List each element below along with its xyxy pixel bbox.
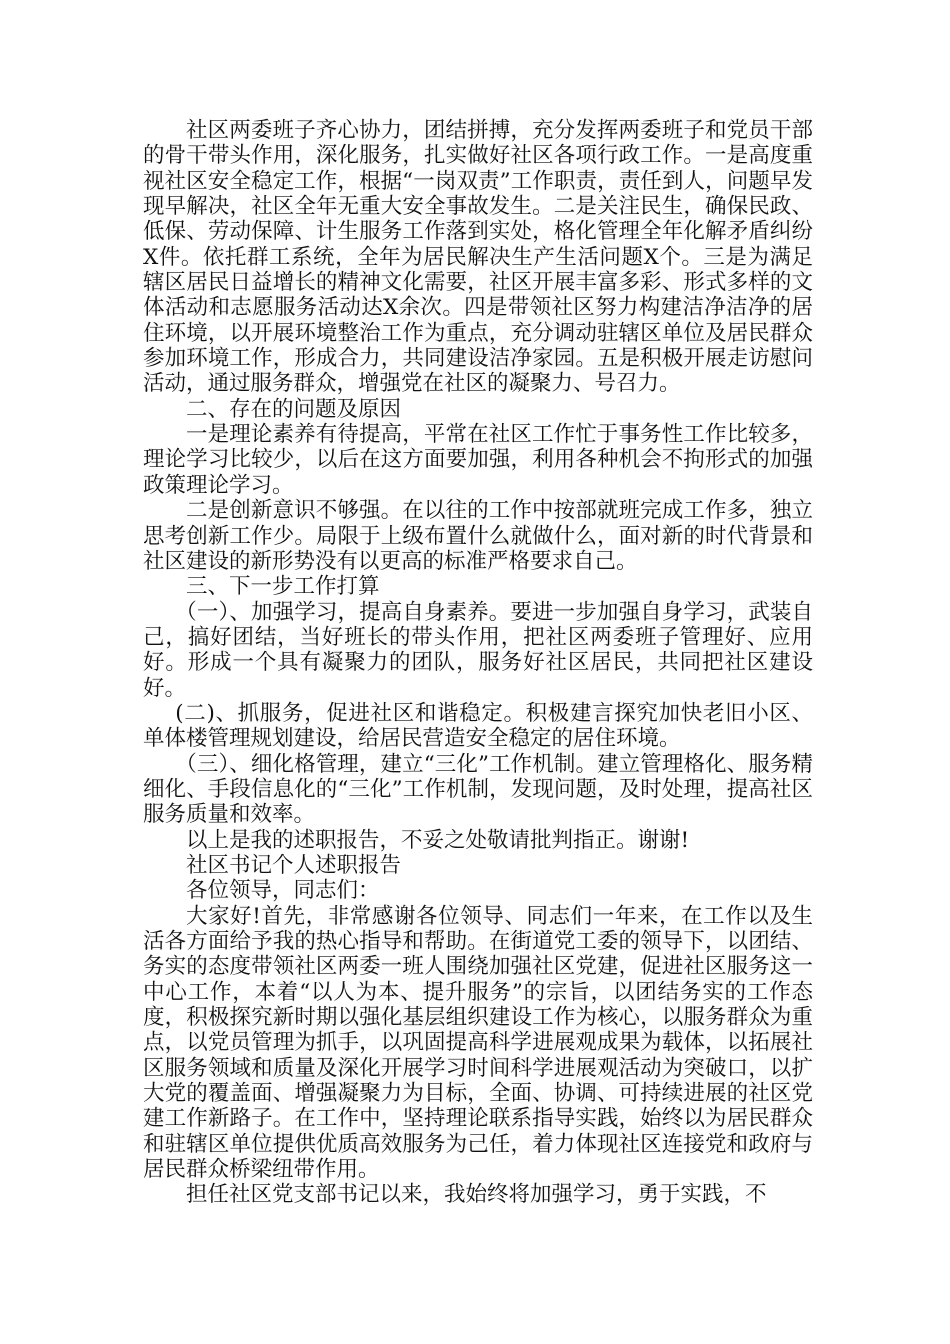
paragraph-secretary-start: 担任社区党支部书记以来，我始终将加强学习，勇于实践，不 [186, 1182, 767, 1208]
salutation: 各位领导，同志们： [186, 878, 380, 904]
paragraph-plan-2: (二)、抓服务，促进社区和谐稳定。积极建言探究加快老旧小区、单体楼管理规划建设，给居民营造安全稳定的居住环境。 [143, 700, 813, 752]
paragraph-closing: 以上是我的述职报告，不妥之处敬请批判指正。谢谢! [186, 827, 690, 853]
paragraph-innovation: 二是创新意识不够强。在以往的工作中按部就班完成工作多，独立思考创新工作少。局限于上级布置什么就做什么，面对新的时代背景和社区建设的新形势没有以更高的标准严格要求自己。 [143, 498, 813, 574]
heading-next-steps: 三、下一步工作打算 [186, 574, 380, 600]
report-title: 社区书记个人述职报告 [186, 852, 402, 878]
paragraph-theory-study: 一是理论素养有待提高，平常在社区工作忙于事务性工作比较多，理论学习比较少，以后在这方面要加强，利用各种机会不拘形式的加强政策理论学习。 [143, 422, 813, 498]
paragraph-plan-3: （三）、细化格管理，建立“三化”工作机制。建立管理格化、服务精细化、手段信息化的“三化”工作机制，发现问题，及时处理，提高社区服务质量和效率。 [143, 751, 813, 828]
paragraph-community-work: 社区两委班子齐心协力，团结拼搏，充分发挥两委班子和党员干部的骨干带头作用，深化服务，扎实做好社区各项行政工作。一是高度重视社区安全稳定工作，根据“一岗双责”工作职责，责任到人，问题早发现早解决，社区全年无重大安全事故发生。二是关注民生，确保民政、低保、劳动保障、计生服务工作落到实处，格化管理全年化解矛盾纠纷X件。依托群工系统，全年为居民解决生产生活问题X个。三是为满足辖区居民日益增长的精神文化需要，社区开展丰富多彩、形式多样的文体活动和志愿服务活动达X余次。四是带领社区努力构建洁净洁净的居住环境，以开展环境整治工作为重点，充分调动驻辖区单位及居民群众参加环境工作，形成合力，共同建设洁净家园。五是积极开展走访慰问活动，通过服务群众，增强党在社区的凝聚力、号召力。 [143, 118, 813, 397]
heading-problems-causes: 二、存在的问题及原因 [186, 396, 402, 422]
paragraph-greeting-intro: 大家好!首先，非常感谢各位领导、同志们一年来，在工作以及生活各方面给予我的热心指导和帮助。在街道党工委的领导下，以团结、务实的态度带领社区两委一班人围绕加强社区党建，促进社区服务这一中心工作，本着“以人为本、提升服务”的宗旨，以团结务实的工作态度，积极探究新时期以强化基层组织建设工作为核心，以服务群众为重点，以党员管理为抓手，以巩固提高科学进展观成果为载体，以拓展社区服务领域和质量及深化开展学习时间科学进展观活动为突破口，以扩大党的覆盖面、增强凝聚力为目标，全面、协调、可持续进展的社区党建工作新路子。在工作中，坚持理论联系指导实践，始终以为居民群众和驻辖区单位提供优质高效服务为己任，着力体现社区连接党和政府与居民群众桥梁纽带作用。 [143, 903, 813, 1183]
document-page [143, 118, 813, 1208]
paragraph-plan-1: （一）、加强学习，提高自身素养。要进一步加强自身学习，武装自己，搞好团结，当好班长的带头作用，把社区两委班子管理好、应用好。形成一个具有凝聚力的团队，服务好社区居民，共同把社区建设好。 [143, 599, 813, 701]
